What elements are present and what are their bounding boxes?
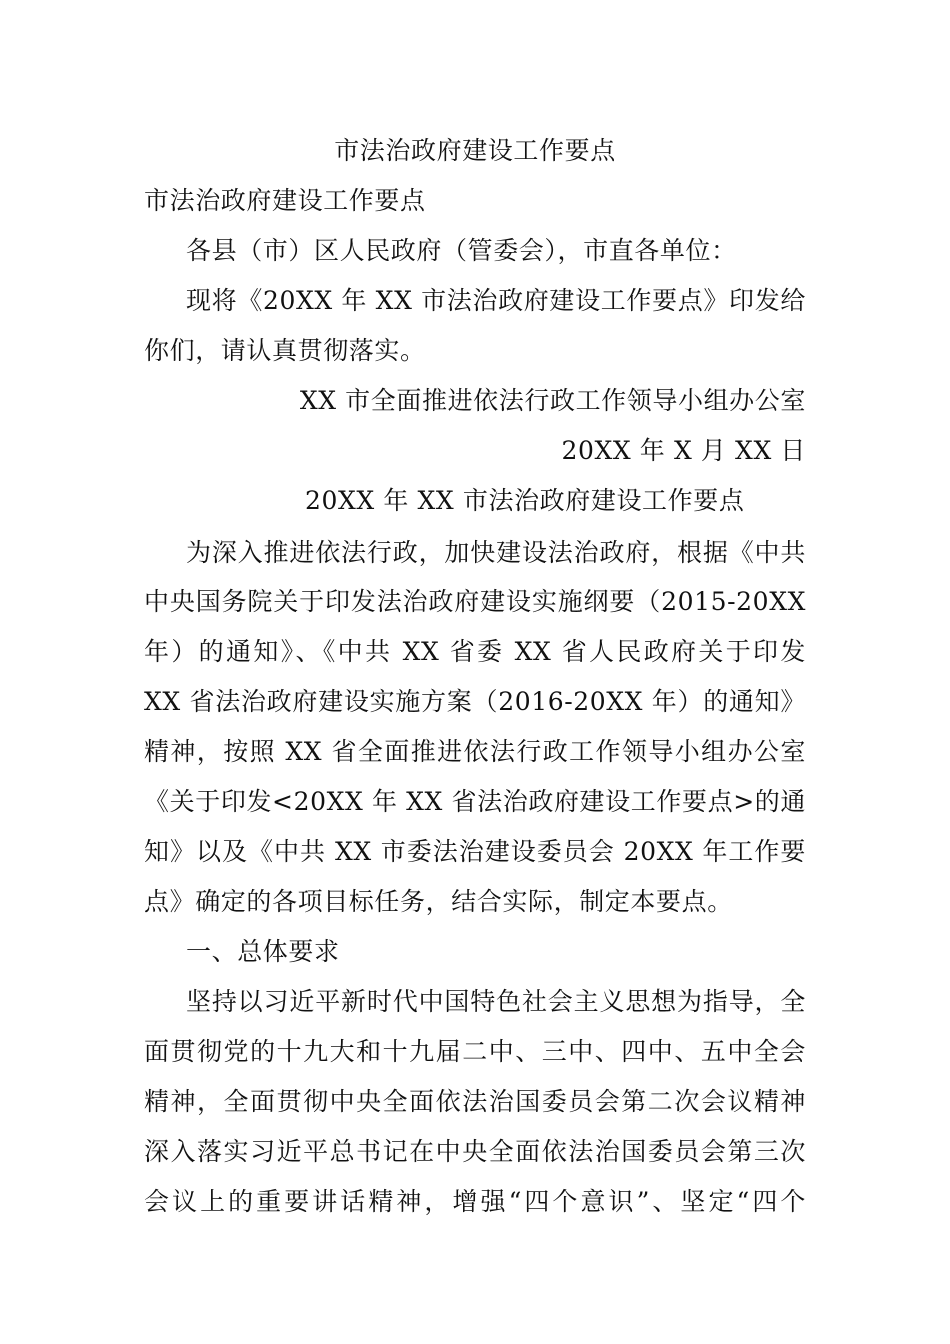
- body-line-3: 精神，全面贯彻中央全面依法治国委员会第二次会议精神: [144, 1087, 806, 1116]
- document-heading: 20XX 年 XX 市法治政府建设工作要点: [305, 486, 745, 515]
- intro-line-2: 中央国务院关于印发法治政府建设实施纲要（2015-20XX: [144, 587, 806, 616]
- intro-line-7: 知》以及《中共 XX 市委法治建设委员会 20XX 年工作要: [144, 837, 806, 866]
- intro-line-3: 年）的通知》、《中共 XX 省委 XX 省人民政府关于印发: [144, 637, 806, 666]
- body-line-2: 面贯彻党的十九大和十九届二中、三中、四中、五中全会: [144, 1037, 806, 1066]
- issue-date: 20XX 年 X 月 XX 日: [561, 436, 806, 465]
- issuer: XX 市全面推进依法行政工作领导小组办公室: [299, 386, 806, 415]
- notice-line-2: 你们，请认真贯彻落实。: [144, 336, 426, 365]
- intro-line-4: XX 省法治政府建设实施方案（2016-20XX 年）的通知》: [144, 687, 806, 716]
- document-subtitle: 市法治政府建设工作要点: [144, 186, 426, 215]
- intro-line-6: 《关于印发<20XX 年 XX 省法治政府建设工作要点>的通: [144, 787, 806, 816]
- intro-line-5: 精神，按照 XX 省全面推进依法行政工作领导小组办公室: [144, 737, 806, 766]
- intro-line-1: 为深入推进依法行政，加快建设法治政府，根据《中共: [186, 538, 806, 567]
- document-title: 市法治政府建设工作要点: [334, 136, 616, 165]
- intro-line-8: 点》确定的各项目标任务，结合实际，制定本要点。: [144, 887, 733, 916]
- body-line-4: 深入落实习近平总书记在中央全面依法治国委员会第三次: [144, 1137, 806, 1166]
- notice-line-1: 现将《20XX 年 XX 市法治政府建设工作要点》印发给: [186, 286, 806, 315]
- body-line-5: 会议上的重要讲话精神，增强“四个意识”、坚定“四个: [144, 1187, 806, 1216]
- section-heading-1: 一、总体要求: [186, 937, 340, 966]
- salutation: 各县（市）区人民政府（管委会），市直各单位：: [186, 236, 737, 265]
- body-line-1: 坚持以习近平新时代中国特色社会主义思想为指导，全: [186, 987, 806, 1016]
